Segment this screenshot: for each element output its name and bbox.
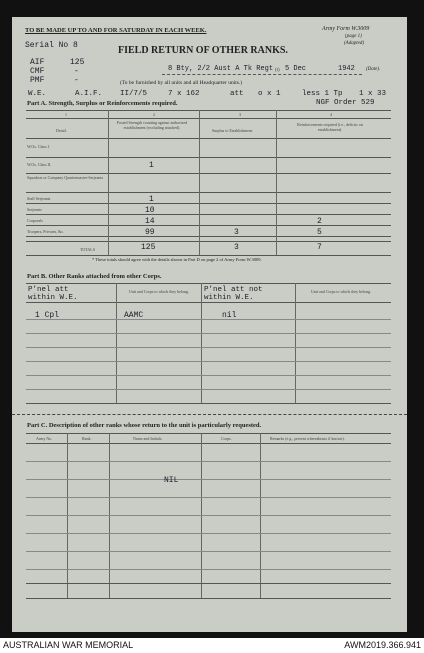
row-posted: 99: [145, 228, 155, 237]
return-date: 5 Dec: [285, 65, 307, 73]
part-b-within-head: P'nel att within W.E.: [28, 286, 78, 302]
part-b-unit-head: Unit and Corps to which they belong.: [128, 289, 190, 294]
part-c-head-rank: Rank.: [82, 436, 92, 441]
footer-credit: AUSTRALIAN WAR MEMORIAL: [3, 640, 134, 650]
aif-value: 125: [70, 58, 85, 67]
row-posted: 1: [149, 195, 154, 204]
totals-note: * These totals should agree with the details shown in Part D on page 2 of Army Form W.3009.: [92, 257, 262, 262]
we-att-detail: o x 1: [258, 90, 281, 98]
part-b-entry-unit: AAMC: [124, 311, 144, 320]
unit-date-line: [162, 74, 362, 75]
part-c-head-army-no: Army No.: [36, 436, 53, 441]
perforation-line: [12, 414, 407, 415]
cmf-label: CMF: [30, 67, 45, 76]
header-posted: Posted Strength counting against authorized establishment (excluding attached).: [116, 120, 188, 130]
part-b-title: Part B. Other Ranks attached from other Corps.: [27, 273, 162, 280]
row-reinf: 5: [317, 228, 322, 237]
row-detail: Squadron or Company Quartermaster-Serjeants: [27, 175, 104, 180]
form-page: [12, 17, 407, 632]
pmf-label: PMF: [30, 76, 45, 85]
we-label: W.E.: [28, 90, 47, 98]
page-label: (page 1): [345, 34, 362, 39]
part-c-nil: NIL: [164, 476, 179, 485]
part-c-title: Part C. Description of other ranks whose return to the unit is particularly requested.: [27, 422, 262, 429]
cmf-value: -: [74, 67, 79, 76]
totals-surplus: 3: [234, 243, 239, 252]
adapted-label: (Adapted): [344, 41, 364, 46]
row-detail: Troopers, Privates, &c.: [27, 229, 65, 234]
form-title: FIELD RETURN OF OTHER RANKS.: [118, 45, 288, 56]
return-year: 1942: [338, 65, 355, 73]
row-detail: W.Os. Class I.: [27, 144, 50, 149]
part-b-entry-nil: nil: [222, 311, 237, 320]
date-label: (Date).: [366, 67, 381, 72]
row-reinf: 2: [317, 217, 322, 226]
col-num-3: 3: [239, 112, 241, 117]
part-a-title: Part A. Strength, Surplus or Reinforcements required.: [27, 100, 178, 107]
row-detail: Staff Serjeants: [27, 196, 51, 201]
row-detail: Serjeants: [27, 207, 42, 212]
pmf-value: -: [74, 76, 79, 85]
header-surplus: Surplus to Establishment.: [212, 128, 253, 133]
army-form-label: Army Form W.3009: [322, 26, 370, 32]
footer-accession: AWM2019.366.941: [344, 640, 421, 650]
header-reinforcements: Reinforcements required (i.e., deficits on establishment).: [297, 122, 363, 132]
row-detail: W.Os. Class II.: [27, 162, 52, 167]
instruction-text: TO BE MADE UP TO AND FOR SATURDAY IN EACH WEEK.: [25, 27, 207, 34]
we-aif: A.I.F.: [75, 90, 103, 98]
col-num-1: 1: [65, 112, 67, 117]
part-c-head-name: Name and Initials.: [133, 436, 163, 441]
row-posted: 14: [145, 217, 155, 226]
we-less: less 1 Tp: [302, 90, 343, 98]
unit-name: 8 Bty, 2/2 Aust A Tk Regt: [168, 65, 274, 73]
totals-label: TOTALS: [80, 247, 95, 252]
we-less-detail: 1 x 33: [359, 90, 387, 98]
part-b-entry-rank: 1 Cpl: [35, 311, 60, 320]
ngf-order: NGF Order 529: [316, 99, 375, 107]
aif-label: AIF: [30, 58, 45, 67]
totals-posted: 125: [141, 243, 156, 252]
we-att: att: [230, 90, 244, 98]
we-ref: II/7/5: [120, 90, 148, 98]
serial-number: Serial No 8: [25, 41, 78, 50]
part-c-head-corps: Corps.: [221, 436, 232, 441]
we-calc: 7 x 162: [168, 90, 200, 98]
unit-suffix: (t): [275, 68, 280, 73]
totals-reinf: 7: [317, 243, 322, 252]
row-surplus: 3: [234, 228, 239, 237]
col-num-4: 4: [330, 112, 332, 117]
header-detail: Detail.: [56, 128, 67, 133]
row-detail: Corporals: [27, 218, 43, 223]
row-posted: 10: [145, 206, 155, 215]
row-posted: 1: [149, 161, 154, 170]
furnish-note: (To be furnished by all units and all Headquarter units.): [120, 80, 243, 86]
part-c-head-remarks: Remarks (e.g., present whereabouts if known).: [270, 436, 345, 441]
part-b-unit-head-2: Unit and Corps to which they belong.: [310, 289, 372, 294]
part-b-not-within-head: P'nel att not within W.E.: [204, 286, 263, 302]
col-num-2: 2: [153, 112, 155, 117]
